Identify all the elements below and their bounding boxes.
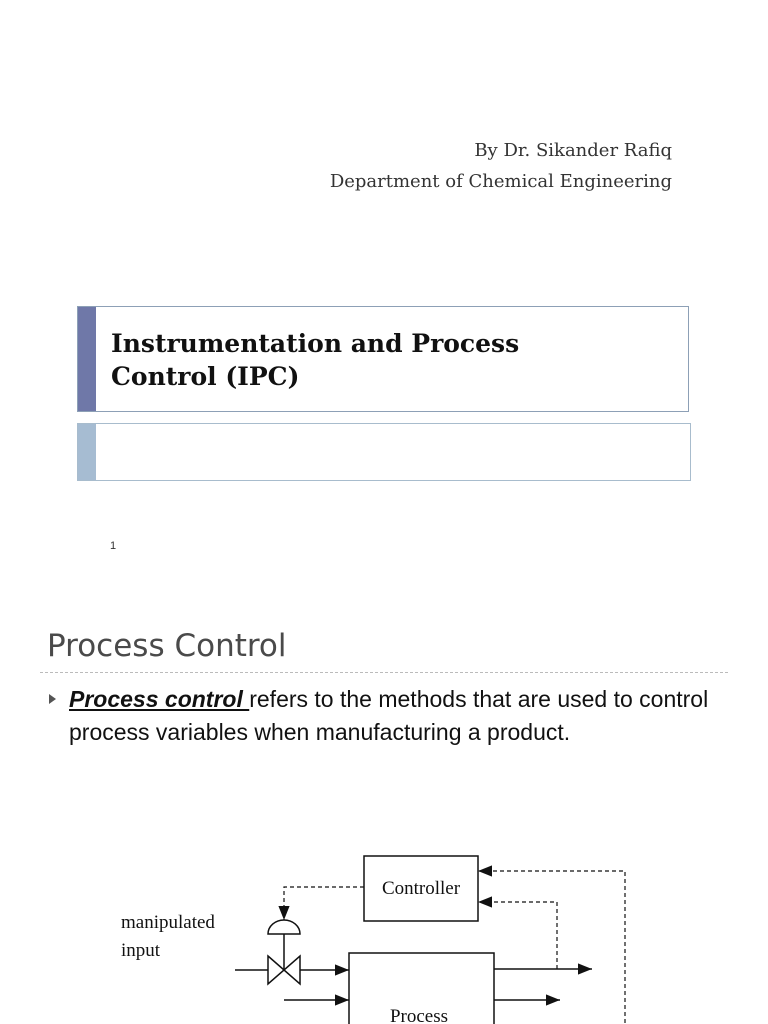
- section-title: Process Control: [47, 628, 287, 664]
- title-accent-bar: [78, 307, 96, 411]
- subtitle-box: [77, 423, 691, 481]
- controller-label: Controller: [381, 878, 461, 899]
- author-line: By Dr. Sikander Rafiq: [474, 140, 672, 161]
- input-label-line-2: input: [121, 940, 161, 961]
- slide-title: [111, 327, 671, 393]
- slide-title-line-1: Instrumentation and Process: [111, 329, 520, 358]
- page-number: 1: [110, 540, 117, 552]
- process-control-diagram: [0, 590, 768, 1024]
- feedback-line-outer: [478, 871, 625, 1024]
- content-slide: [0, 590, 768, 1024]
- bullet-term: Process control: [69, 686, 250, 712]
- slide-title-line-2: Control (IPC): [111, 362, 300, 391]
- department-line: Department of Chemical Engineering: [329, 171, 672, 192]
- bullet-text: refers to the methods that are used to control process variables when manufacturing a product.: [69, 686, 709, 745]
- actuator-dome-icon: [268, 920, 300, 934]
- input-label-line-1: manipulated: [121, 912, 215, 933]
- process-label: Process: [389, 1006, 449, 1024]
- title-box: [77, 306, 689, 412]
- subtitle-accent-bar: [78, 424, 96, 480]
- control-signal-line: [284, 887, 364, 920]
